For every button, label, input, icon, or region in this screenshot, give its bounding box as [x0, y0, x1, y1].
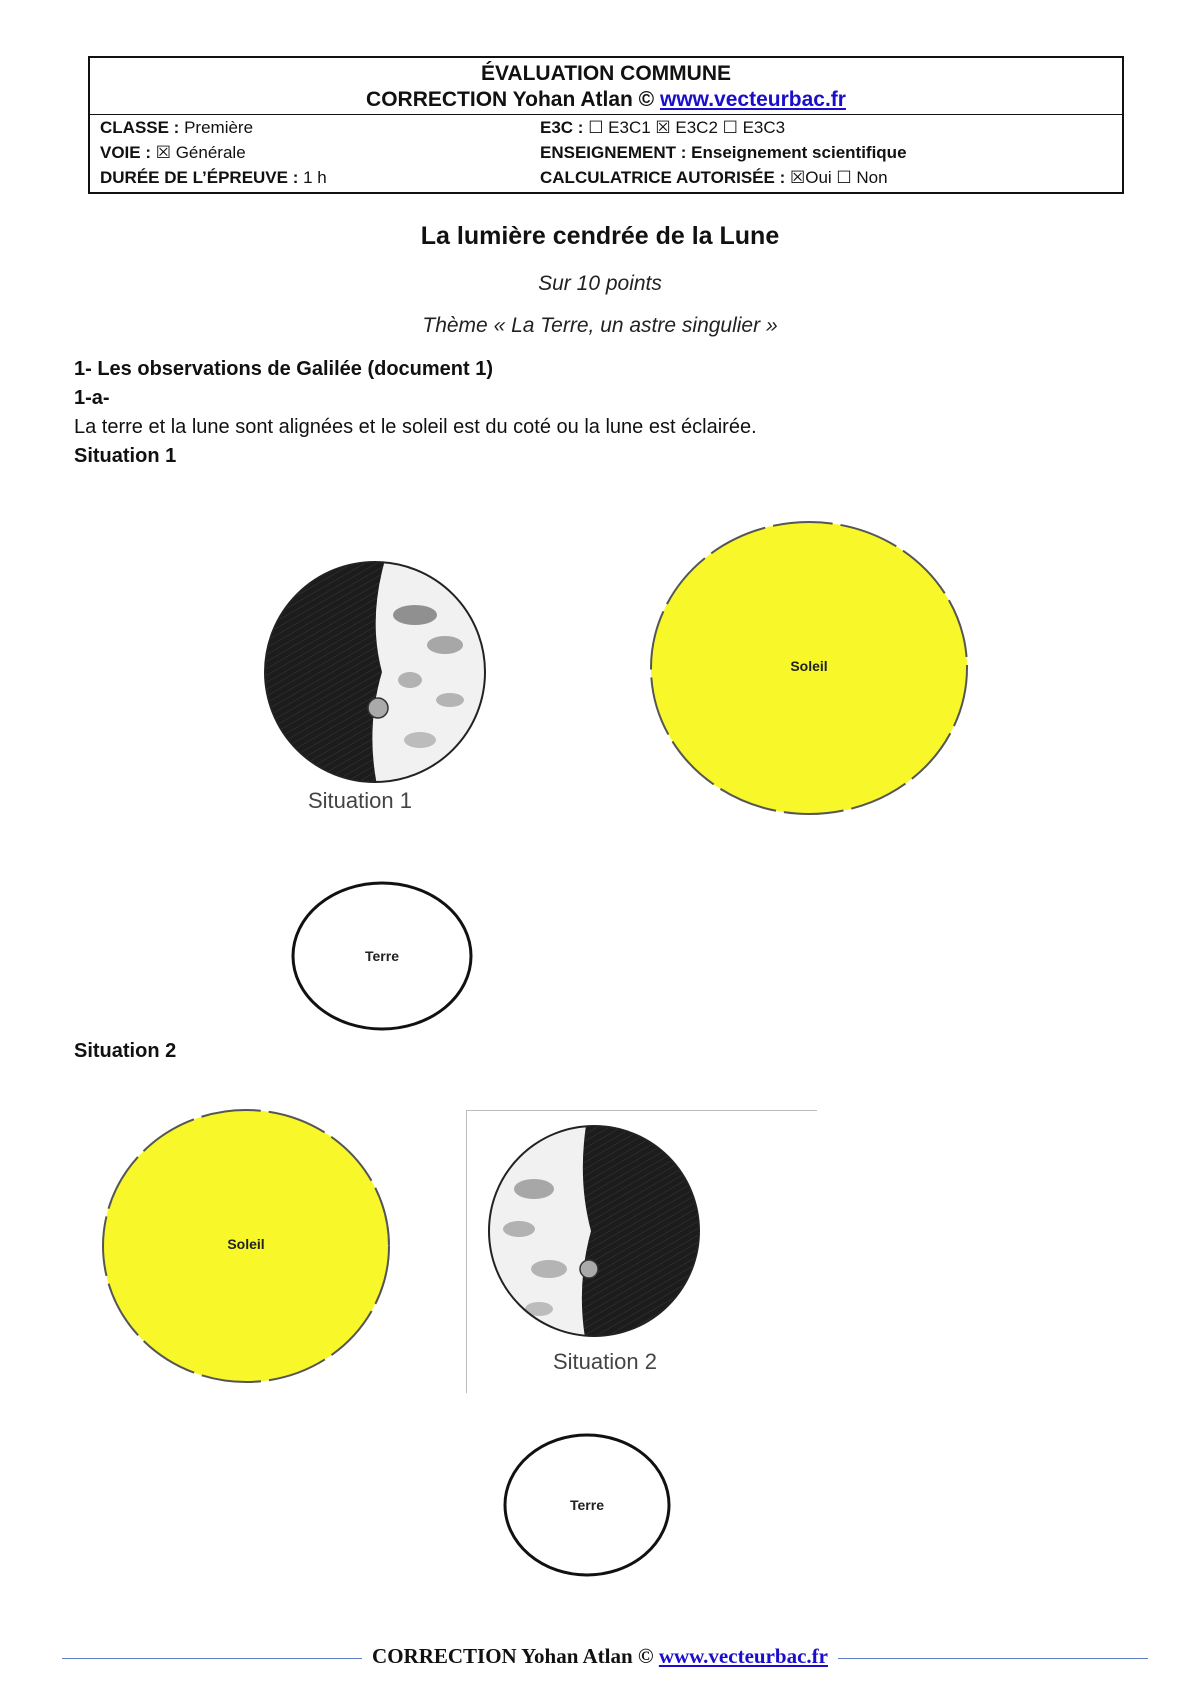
footer-inner	[362, 1644, 838, 1668]
moon-situation-1-figure	[250, 560, 500, 820]
classe-label: CLASSE :	[100, 118, 180, 137]
header-top	[90, 58, 1122, 115]
enseignement-label: ENSEIGNEMENT :	[540, 143, 687, 162]
sun-2-label: Soleil	[227, 1236, 265, 1252]
header-title: ÉVALUATION COMMUNE	[480, 62, 732, 85]
moon-situation-1-label: Situation 1	[308, 788, 412, 813]
situation-1-heading: Situation 1	[74, 445, 177, 467]
moon-situation-1-icon	[250, 560, 500, 790]
classe-value: Première	[184, 118, 254, 137]
moon-situation-2-icon	[479, 1119, 709, 1349]
section-heading: 1- Les observations de Galilée (document 1)	[74, 358, 494, 380]
duree-value: 1 h	[303, 168, 327, 187]
document-title: La lumière cendrée de la Lune	[420, 222, 780, 250]
classe-row	[100, 115, 253, 141]
footer-site-link[interactable]: www.vecteurbac.fr	[658, 1644, 828, 1668]
points-subtitle: Sur 10 points	[538, 272, 662, 295]
enseignement-value: Enseignement scientifique	[691, 143, 907, 162]
theme-subtitle: Thème « La Terre, un astre singulier »	[422, 314, 778, 337]
enseignement-row	[540, 140, 907, 166]
earth-2-label: Terre	[570, 1497, 604, 1513]
moon-situation-2-figure	[466, 1110, 817, 1393]
earth-1-label: Terre	[365, 948, 399, 964]
e3c-row	[540, 115, 785, 141]
sun-2-figure	[100, 1106, 392, 1386]
situation-2-heading: Situation 2	[74, 1040, 177, 1062]
calc-row	[540, 165, 888, 191]
header-info-grid	[90, 115, 1122, 195]
earth-1-figure	[290, 880, 474, 1032]
e3c-value: ☐ E3C1 ☒ E3C2 ☐ E3C3	[588, 118, 786, 137]
header-correction-text: CORRECTION Yohan Atlan ©	[366, 88, 655, 111]
earth-2-figure	[502, 1432, 672, 1578]
header-box	[88, 56, 1124, 194]
moon-situation-2-label: Situation 2	[553, 1349, 657, 1374]
sun-1-figure	[648, 518, 970, 818]
calc-label: CALCULATRICE AUTORISÉE :	[540, 168, 786, 187]
header-correction	[90, 87, 1122, 113]
footer	[0, 1644, 1200, 1669]
question-label: 1-a-	[74, 387, 110, 409]
duree-row	[100, 165, 327, 191]
header-site-link[interactable]: www.vecteurbac.fr	[659, 88, 846, 111]
voie-label: VOIE :	[100, 143, 152, 162]
voie-row	[100, 140, 246, 166]
answer-text: La terre et la lune sont alignées et le soleil est du coté ou la lune est éclairée.	[74, 416, 757, 438]
e3c-label: E3C :	[540, 118, 584, 137]
calc-value: ☒Oui ☐ Non	[789, 168, 888, 187]
footer-text: CORRECTION Yohan Atlan ©	[372, 1644, 654, 1668]
duree-label: DURÉE DE L’ÉPREUVE :	[100, 168, 299, 187]
sun-1-label: Soleil	[790, 658, 828, 674]
voie-value: ☒ Générale	[155, 143, 246, 162]
